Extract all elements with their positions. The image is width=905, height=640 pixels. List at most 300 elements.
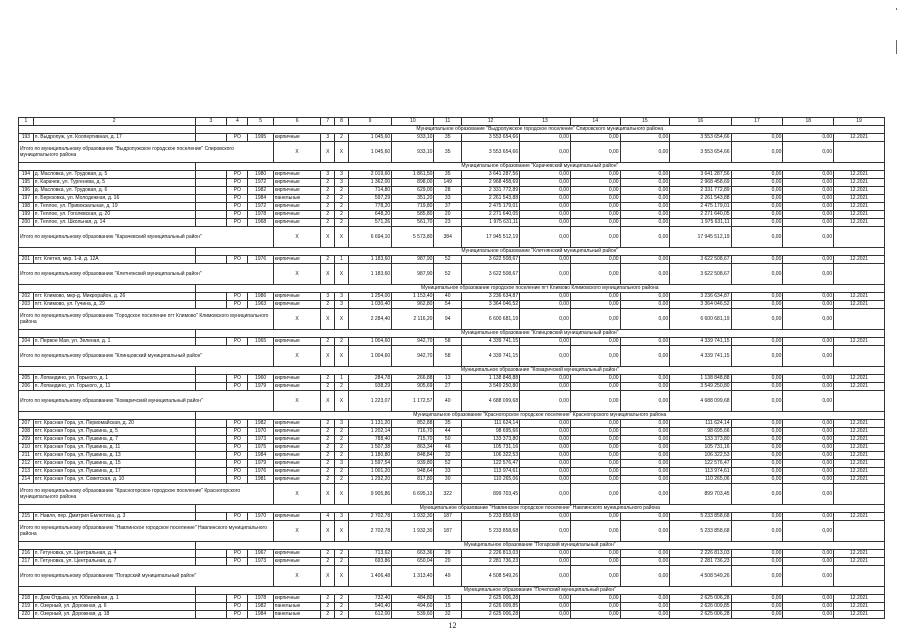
table-cell: 12.2021: [834, 211, 885, 219]
table-cell: д. Масловка, ул. Трудовая, д. 5: [33, 171, 195, 179]
table-cell: 0,00: [731, 211, 783, 219]
table-cell: 0,00: [783, 211, 834, 219]
table-cell: 20: [434, 558, 461, 566]
total-cell: 3 622 508,67: [670, 264, 731, 285]
table-cell: 12.2021: [834, 256, 885, 264]
total-cell: 1 004,60: [348, 346, 391, 367]
table-cell: 0,00: [520, 603, 571, 611]
table-cell: 1 597,54: [348, 460, 391, 468]
table-cell: 778,20: [348, 203, 391, 211]
table-cell: 2: [321, 383, 335, 391]
table-cell: 193: [19, 134, 34, 142]
column-number: 14: [570, 118, 620, 126]
table-cell: 0,00: [783, 375, 834, 383]
table-cell: РО: [227, 134, 248, 142]
column-number: 2: [33, 118, 195, 126]
total-row: [19, 309, 885, 330]
table-cell: 111 624,14: [670, 420, 731, 428]
table-cell: 3: [335, 420, 349, 428]
table-cell: 1: [335, 375, 349, 383]
table-cell: 2 281 736,23: [461, 558, 519, 566]
table-cell: 12.2021: [834, 452, 885, 460]
table-cell: 0,00: [570, 476, 620, 484]
table-cell: [195, 301, 227, 309]
total-cell: [834, 484, 885, 505]
table-cell: 220: [19, 611, 34, 619]
table-cell: 110 265,06: [670, 476, 731, 484]
total-cell: 1 183,60: [348, 264, 391, 285]
table-cell: РО: [227, 428, 248, 436]
total-cell: 0,00: [731, 264, 783, 285]
table-cell: 1995: [248, 134, 273, 142]
table-cell: 210: [19, 444, 34, 452]
total-cell: X: [335, 346, 349, 367]
total-cell: X: [335, 264, 349, 285]
table-cell: 2 625 006,28: [670, 611, 731, 619]
table-cell: 3: [335, 460, 349, 468]
column-number: 13: [520, 118, 571, 126]
table-cell: 898,00: [392, 179, 434, 187]
table-cell: [195, 338, 227, 346]
total-cell: 5 233 858,68: [670, 521, 731, 542]
table-cell: 2 625 006,28: [461, 595, 519, 603]
table-cell: РО: [227, 171, 248, 179]
column-number-row: [19, 118, 885, 126]
table-cell: [195, 550, 227, 558]
table-cell: 12.2021: [834, 550, 885, 558]
table-cell: 1982: [248, 420, 273, 428]
table-cell: кирпичные: [273, 187, 321, 195]
table-cell: 0,00: [520, 436, 571, 444]
table-cell: 597,29: [348, 195, 391, 203]
total-cell: 987,90: [392, 264, 434, 285]
table-cell: 12.2021: [834, 293, 885, 301]
table-cell: 0,00: [783, 460, 834, 468]
table-cell: 2: [335, 219, 349, 227]
table-cell: 1975: [248, 444, 273, 452]
table-cell: 110 265,06: [461, 476, 519, 484]
table-cell: 1 131,20: [348, 420, 391, 428]
total-cell: X: [273, 521, 321, 542]
table-row: [19, 513, 885, 521]
section-title: Муниципальное образование "Комаричский муниципальный район": [195, 367, 884, 375]
table-cell: 938,29: [348, 383, 391, 391]
table-cell: 0,00: [620, 187, 670, 195]
column-number: 12: [461, 118, 519, 126]
table-cell: 4 339 741,15: [461, 338, 519, 346]
table-cell: 2: [321, 460, 335, 468]
table-cell: 0,00: [731, 383, 783, 391]
table-cell: РО: [227, 293, 248, 301]
table-cell: 13: [434, 375, 461, 383]
table-cell: 0,00: [520, 256, 571, 264]
total-cell: X: [335, 566, 349, 587]
column-number: 15: [620, 118, 670, 126]
table-cell: кирпичные: [273, 301, 321, 309]
table-cell: 0,00: [783, 444, 834, 452]
total-cell: 0,00: [731, 391, 783, 412]
table-cell: п. Гетуновка, ул. Центральная, д. 4: [33, 550, 195, 558]
table-cell: 217: [19, 558, 34, 566]
table-cell: 0,00: [731, 134, 783, 142]
table-row: [19, 338, 885, 346]
table-cell: 0,00: [783, 203, 834, 211]
table-cell: 1 975 631,11: [670, 219, 731, 227]
table-cell: 0,00: [783, 436, 834, 444]
table-row: [19, 179, 885, 187]
total-cell: [834, 521, 885, 542]
total-cell: 0,00: [783, 142, 834, 163]
table-cell: кирпичные: [273, 211, 321, 219]
table-cell: 2: [321, 338, 335, 346]
table-cell: 648,20: [348, 211, 391, 219]
table-cell: 12.2021: [834, 603, 885, 611]
table-cell: 3: [335, 513, 349, 521]
table-cell: 0,00: [620, 211, 670, 219]
table-cell: 2 281 736,23: [670, 558, 731, 566]
total-cell: X: [321, 391, 335, 412]
table-cell: 2: [321, 195, 335, 203]
table-cell: 0,00: [520, 513, 571, 521]
table-cell: 4 339 741,15: [670, 338, 731, 346]
table-cell: [195, 513, 227, 521]
section-title: Муниципальное образование "Погарский муниципальный район": [195, 542, 884, 550]
table-cell: 0,00: [570, 452, 620, 460]
table-cell: 1 138 848,88: [670, 375, 731, 383]
table-cell: 863,34: [392, 444, 434, 452]
table-cell: кирпичные: [273, 134, 321, 142]
table-cell: 5 233 858,68: [461, 513, 519, 521]
table-cell: 987,90: [392, 256, 434, 264]
table-cell: 1 292,20: [348, 476, 391, 484]
table-cell: 0,00: [570, 550, 620, 558]
total-cell: 0,00: [520, 142, 571, 163]
table-cell: 0,00: [731, 611, 783, 619]
table-cell: 0,00: [520, 558, 571, 566]
table-cell: РО: [227, 611, 248, 619]
total-cell: 0,00: [620, 142, 670, 163]
table-row: [19, 420, 885, 428]
table-cell: 2: [321, 436, 335, 444]
total-cell: 3 622 508,67: [461, 264, 519, 285]
total-cell: 0,00: [570, 566, 620, 587]
table-cell: [195, 171, 227, 179]
table-cell: 202: [19, 293, 34, 301]
table-cell: 0,00: [783, 179, 834, 187]
table-cell: 1960: [248, 375, 273, 383]
total-cell: X: [321, 346, 335, 367]
total-cell: X: [335, 521, 349, 542]
total-cell: X: [335, 484, 349, 505]
table-cell: 0,00: [783, 513, 834, 521]
total-cell: [834, 391, 885, 412]
table-cell: 0,00: [570, 420, 620, 428]
table-cell: 2 968 458,69: [670, 179, 731, 187]
table-row: [19, 468, 885, 476]
total-cell: 933,10: [392, 142, 434, 163]
table-cell: 0,00: [731, 171, 783, 179]
table-cell: 817,80: [392, 476, 434, 484]
total-row: [19, 521, 885, 542]
table-cell: РО: [227, 476, 248, 484]
table-cell: 962,80: [392, 301, 434, 309]
table-row: [19, 444, 885, 452]
table-row: [19, 134, 885, 142]
table-cell: 0,00: [731, 603, 783, 611]
total-cell: 49: [434, 566, 461, 587]
table-cell: 0,00: [570, 444, 620, 452]
table-cell: 12.2021: [834, 476, 885, 484]
total-cell: 3 553 654,66: [670, 142, 731, 163]
table-cell: 1982: [248, 187, 273, 195]
table-cell: РО: [227, 383, 248, 391]
table-cell: 1973: [248, 558, 273, 566]
table-cell: 0,00: [620, 171, 670, 179]
table-row: [19, 476, 885, 484]
total-label: Итого по муниципальному образованию "Карачевский муниципальный район": [19, 227, 274, 248]
table-cell: 0,00: [620, 550, 670, 558]
total-cell: X: [273, 264, 321, 285]
table-cell: 2 475 179,01: [461, 203, 519, 211]
total-cell: 17 945 512,19: [670, 227, 731, 248]
table-cell: 0,00: [520, 383, 571, 391]
table-cell: 1984: [248, 452, 273, 460]
table-cell: 196: [19, 187, 34, 195]
column-number: 8: [335, 118, 349, 126]
table-cell: 3: [321, 134, 335, 142]
table-cell: 23: [434, 219, 461, 227]
total-cell: 899 703,45: [461, 484, 519, 505]
table-cell: 2: [335, 603, 349, 611]
table-cell: 1 362,00: [348, 179, 391, 187]
table-cell: 2: [335, 558, 349, 566]
table-cell: 0,00: [520, 187, 571, 195]
table-cell: 0,00: [783, 558, 834, 566]
table-cell: [195, 383, 227, 391]
total-label: Итого по муниципальному образованию "Клинцовский муниципальный район": [19, 346, 274, 367]
total-cell: 0,00: [620, 484, 670, 505]
total-cell: 0,00: [731, 227, 783, 248]
table-cell: РО: [227, 375, 248, 383]
table-cell: 2 625 006,28: [670, 595, 731, 603]
table-cell: 12.2021: [834, 187, 885, 195]
total-cell: 1 172,57: [392, 391, 434, 412]
table-cell: РО: [227, 513, 248, 521]
table-cell: 2: [321, 550, 335, 558]
total-cell: 4 508 549,26: [670, 566, 731, 587]
table-cell: 2: [321, 468, 335, 476]
table-cell: РО: [227, 203, 248, 211]
total-label: Итого по муниципальному образованию "Городское поселение пгт Климово" Климовского муниципального района: [19, 309, 274, 330]
total-cell: 1 045,60: [348, 142, 391, 163]
table-cell: 0,00: [731, 444, 783, 452]
table-cell: 0,00: [620, 195, 670, 203]
table-cell: 2 271 640,05: [461, 211, 519, 219]
table-row: [19, 171, 885, 179]
table-row: [19, 436, 885, 444]
total-cell: 0,00: [620, 346, 670, 367]
table-cell: 0,00: [783, 611, 834, 619]
table-cell: 203: [19, 301, 34, 309]
table-row: [19, 219, 885, 227]
table-cell: 2 226 813,03: [670, 550, 731, 558]
table-cell: 214: [19, 476, 34, 484]
table-cell: 693,86: [348, 558, 391, 566]
table-cell: 98 695,66: [461, 428, 519, 436]
total-cell: 0,00: [731, 521, 783, 542]
table-cell: 852,88: [392, 420, 434, 428]
table-cell: РО: [227, 468, 248, 476]
table-cell: панельные: [273, 603, 321, 611]
table-cell: пгт. Клетня, мкр. 1-й, д. 12А: [33, 256, 195, 264]
table-cell: 0,00: [570, 171, 620, 179]
table-cell: 3: [321, 171, 335, 179]
table-cell: 0,00: [783, 428, 834, 436]
total-cell: 4 688 099,68: [670, 391, 731, 412]
total-cell: 4 339 741,15: [670, 346, 731, 367]
table-cell: 612,00: [348, 611, 391, 619]
total-cell: 0,00: [570, 346, 620, 367]
table-cell: 715,70: [392, 436, 434, 444]
table-cell: 0,00: [731, 595, 783, 603]
table-cell: 2: [335, 452, 349, 460]
table-cell: 1981: [248, 476, 273, 484]
total-row: [19, 264, 885, 285]
table-cell: 0,00: [520, 301, 571, 309]
table-cell: [195, 134, 227, 142]
table-cell: 0,00: [520, 420, 571, 428]
table-cell: пгт. Красная Гора, ул. Советская, д. 10: [33, 476, 195, 484]
total-cell: 322: [434, 484, 461, 505]
table-cell: 0,00: [520, 428, 571, 436]
total-cell: X: [321, 227, 335, 248]
total-cell: X: [321, 264, 335, 285]
table-cell: 2 625 006,28: [461, 611, 519, 619]
table-cell: РО: [227, 301, 248, 309]
table-cell: 111 624,14: [461, 420, 519, 428]
table-cell: РО: [227, 179, 248, 187]
table-cell: 0,00: [731, 203, 783, 211]
table-cell: 2: [335, 428, 349, 436]
table-cell: 2: [335, 550, 349, 558]
total-cell: [834, 346, 885, 367]
table-cell: 2 226 813,03: [461, 550, 519, 558]
table-cell: кирпичные: [273, 420, 321, 428]
table-cell: 788,40: [348, 436, 391, 444]
table-cell: 2 331 772,89: [461, 187, 519, 195]
table-cell: 0,00: [731, 256, 783, 264]
table-cell: 1967: [248, 550, 273, 558]
total-cell: 35: [434, 142, 461, 163]
table-cell: 1980: [248, 171, 273, 179]
table-cell: 0,00: [520, 595, 571, 603]
total-label: Итого по муниципальному образованию "Погарский муниципальный район": [19, 566, 274, 587]
table-cell: 1972: [248, 203, 273, 211]
table-cell: п. Березовка, ул. Молодежная, д. 16: [33, 195, 195, 203]
table-cell: 206: [19, 383, 34, 391]
table-cell: 2: [335, 468, 349, 476]
table-cell: РО: [227, 436, 248, 444]
total-cell: 942,70: [392, 346, 434, 367]
total-cell: [834, 309, 885, 330]
column-number: 17: [731, 118, 783, 126]
table-cell: 29: [434, 550, 461, 558]
section-title: Муниципальное образование "Клетнянский муниципальный район": [195, 248, 884, 256]
total-cell: 6 600 681,19: [670, 309, 731, 330]
table-cell: 212: [19, 460, 34, 468]
table-cell: 58: [434, 338, 461, 346]
table-cell: 561,70: [392, 219, 434, 227]
table-cell: [195, 375, 227, 383]
table-cell: 0,00: [731, 452, 783, 460]
table-cell: 105 731,16: [670, 444, 731, 452]
section-title: Муниципальное образование "Почепский муниципальный район": [195, 587, 884, 595]
table-cell: 0,00: [570, 219, 620, 227]
table-cell: РО: [227, 452, 248, 460]
table-cell: [195, 256, 227, 264]
table-cell: 0,00: [570, 383, 620, 391]
table-cell: пгт. Климово, мкр-д. Микрорайон, д. 26: [33, 293, 195, 301]
total-cell: 0,00: [570, 227, 620, 248]
table-cell: 2: [335, 195, 349, 203]
table-cell: 0,00: [620, 383, 670, 391]
table-cell: 0,00: [620, 219, 670, 227]
table-cell: 1 138 848,88: [461, 375, 519, 383]
table-cell: 113 974,61: [461, 468, 519, 476]
table-row: [19, 428, 885, 436]
table-cell: 0,00: [620, 301, 670, 309]
table-cell: 204: [19, 338, 34, 346]
table-cell: пгт. Красная Гора, ул. Пушкина, д. 11: [33, 444, 195, 452]
table-cell: 12.2021: [834, 195, 885, 203]
total-cell: X: [273, 227, 321, 248]
table-cell: 52: [434, 460, 461, 468]
total-cell: 6 600 681,19: [461, 309, 519, 330]
section-spacer: [19, 587, 196, 595]
table-cell: 3 622 508,67: [670, 256, 731, 264]
table-cell: 12.2021: [834, 301, 885, 309]
table-cell: 1 045,60: [348, 134, 391, 142]
table-cell: 194: [19, 171, 34, 179]
table-cell: 905,69: [392, 383, 434, 391]
table-cell: 2: [321, 428, 335, 436]
total-label: Итого по муниципальному образованию "Навлинское городское поселение" Навлинского муниципального района: [19, 521, 274, 542]
table-cell: 0,00: [570, 436, 620, 444]
total-cell: 0,00: [520, 309, 571, 330]
table-row: [19, 550, 885, 558]
total-row: [19, 391, 885, 412]
total-cell: 0,00: [783, 309, 834, 330]
table-cell: пгт. Красная Гора, ул. Пушкина, д. 7: [33, 436, 195, 444]
table-cell: РО: [227, 187, 248, 195]
table-cell: 12.2021: [834, 444, 885, 452]
table-cell: 12.2021: [834, 595, 885, 603]
total-cell: X: [273, 391, 321, 412]
table-cell: 539,60: [392, 611, 434, 619]
total-cell: 0,00: [620, 309, 670, 330]
table-cell: РО: [227, 558, 248, 566]
section-spacer: [19, 330, 196, 338]
table-cell: панельные: [273, 195, 321, 203]
total-cell: 0,00: [620, 391, 670, 412]
total-cell: 0,00: [783, 521, 834, 542]
total-cell: [834, 566, 885, 587]
table-cell: 12.2021: [834, 171, 885, 179]
table-cell: 0,00: [783, 595, 834, 603]
total-row: [19, 142, 885, 163]
table-cell: [195, 611, 227, 619]
table-cell: 0,00: [731, 301, 783, 309]
